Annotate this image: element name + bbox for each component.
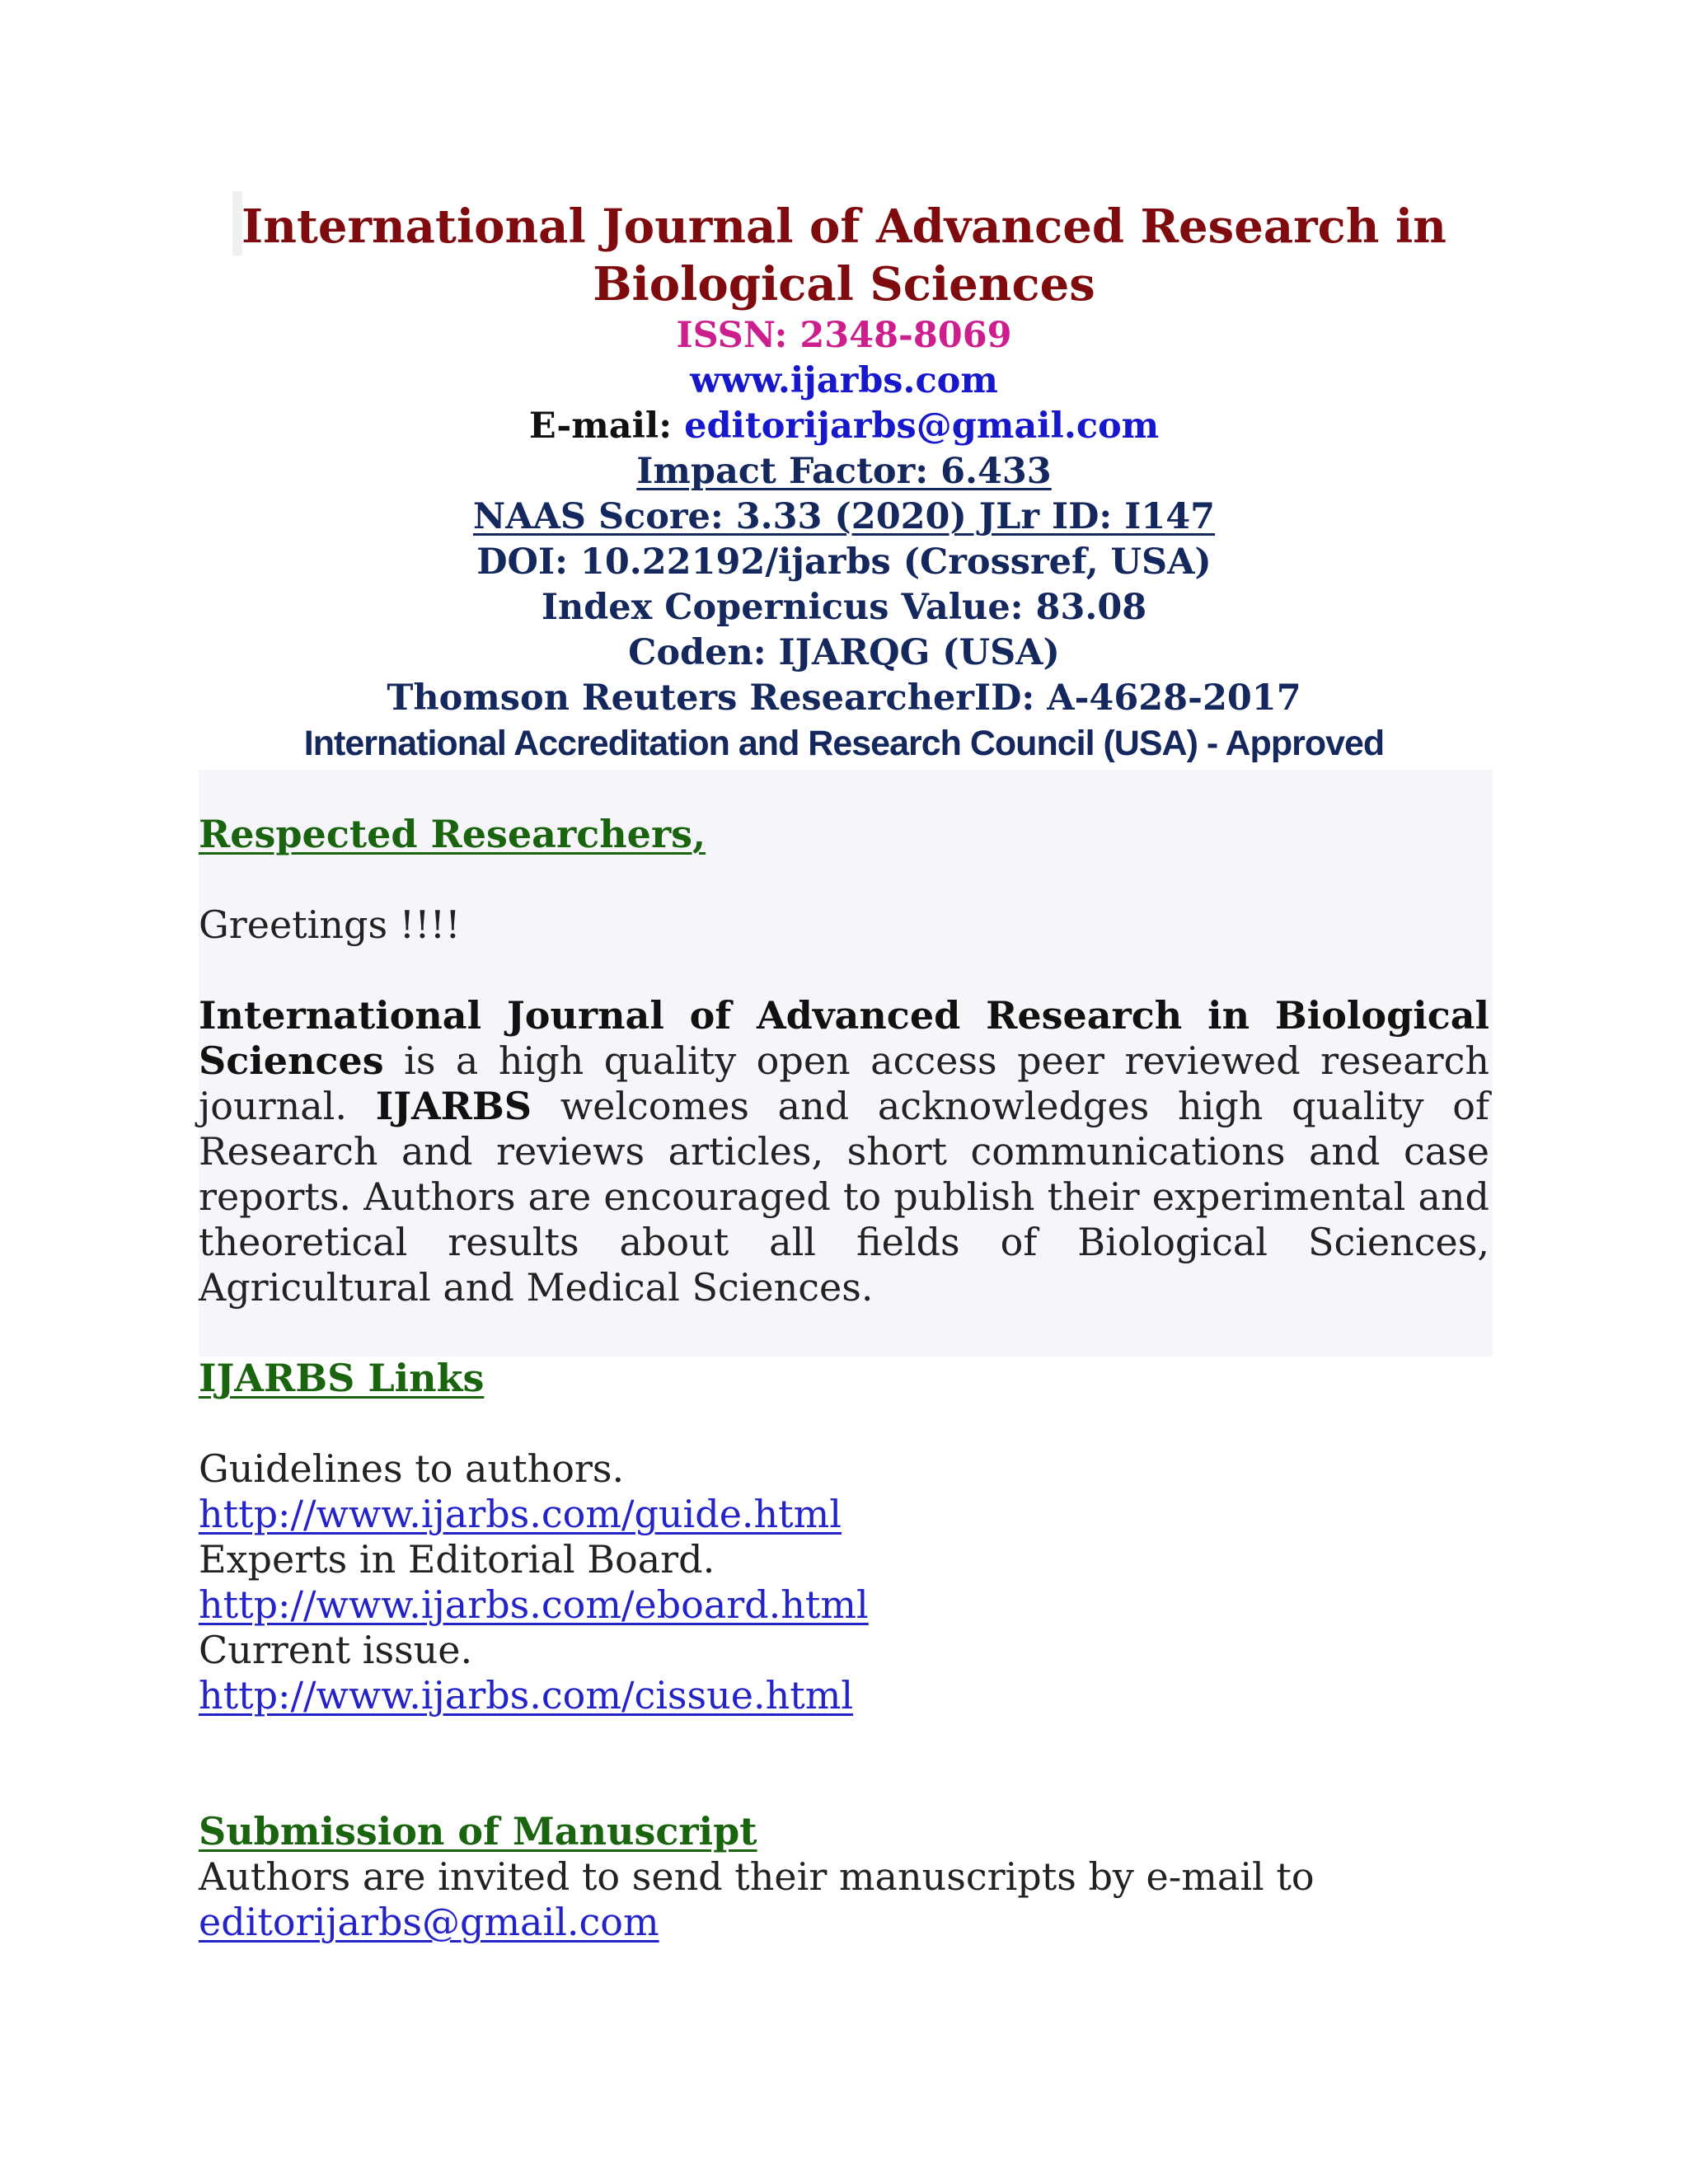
email-label: E-mail: [528, 405, 685, 447]
journal-header [165, 198, 1523, 766]
journal-abbr: IJARBS [375, 1084, 532, 1128]
intro-sentence1: is a high quality open access peer reviewed research journal. [199, 1038, 1489, 1128]
email-line [165, 404, 1523, 449]
impact-factor-text: Impact Factor: 6.433 [636, 451, 1052, 492]
links-heading: IJARBS Links [199, 1356, 485, 1400]
intro-sentence2: welcomes and acknowledges high quality of Research and reviews articles, short communications and case reports. Authors are encouraged to publish their experimental and theoretical results about all fields of Biological Sciences, Agricultural and Medical Sciences. [199, 1084, 1489, 1310]
greeting: Greetings !!!! [199, 902, 461, 947]
journal-name: International Journal of Advanced Research in Biological Sciences [199, 993, 1489, 1083]
link-label-cissue: Current issue. [199, 1628, 473, 1672]
impact-factor [165, 449, 1523, 494]
link-cissue[interactable]: http://www.ijarbs.com/cissue.html [199, 1673, 854, 1718]
journal-title-line1: International Journal of Advanced Research in [241, 199, 1447, 254]
link-guide[interactable]: http://www.ijarbs.com/guide.html [199, 1492, 842, 1536]
submission-heading: Submission of Manuscript [199, 1809, 757, 1854]
issn: ISSN: 2348-8069 [676, 315, 1012, 356]
index-copernicus: Index Copernicus Value: 83.08 [541, 587, 1147, 628]
submission-text: Authors are invited to send their manuscripts by e-mail to [199, 1854, 1315, 1899]
naas-score-text: NAAS Score: 3.33 (2020) JLr ID: I147 [472, 496, 1216, 537]
link-label-eboard: Experts in Editorial Board. [199, 1537, 715, 1582]
doi: DOI: 10.22192/ijarbs (Crossref, USA) [476, 541, 1212, 583]
link-label-guide: Guidelines to authors. [199, 1446, 625, 1491]
salutation: Respected Researchers, [199, 812, 706, 856]
letter-body [199, 812, 1489, 1945]
thomson-reuters-id: Thomson Reuters ResearcherID: A-4628-2017 [387, 677, 1301, 719]
accreditation: International Accreditation and Research Council (USA) - Approved [303, 724, 1385, 763]
submission-email-link[interactable]: editorijarbs@gmail.com [199, 1900, 659, 1944]
website-link[interactable]: www.ijarbs.com [690, 360, 998, 401]
journal-title-line2: Biological Sciences [593, 257, 1095, 312]
email-link[interactable]: editorijarbs@gmail.com [684, 405, 1160, 447]
link-eboard[interactable]: http://www.ijarbs.com/eboard.html [199, 1582, 869, 1627]
intro-paragraph [199, 993, 1489, 1310]
naas-score [165, 494, 1523, 540]
coden: Coden: IJARQG (USA) [628, 632, 1060, 673]
